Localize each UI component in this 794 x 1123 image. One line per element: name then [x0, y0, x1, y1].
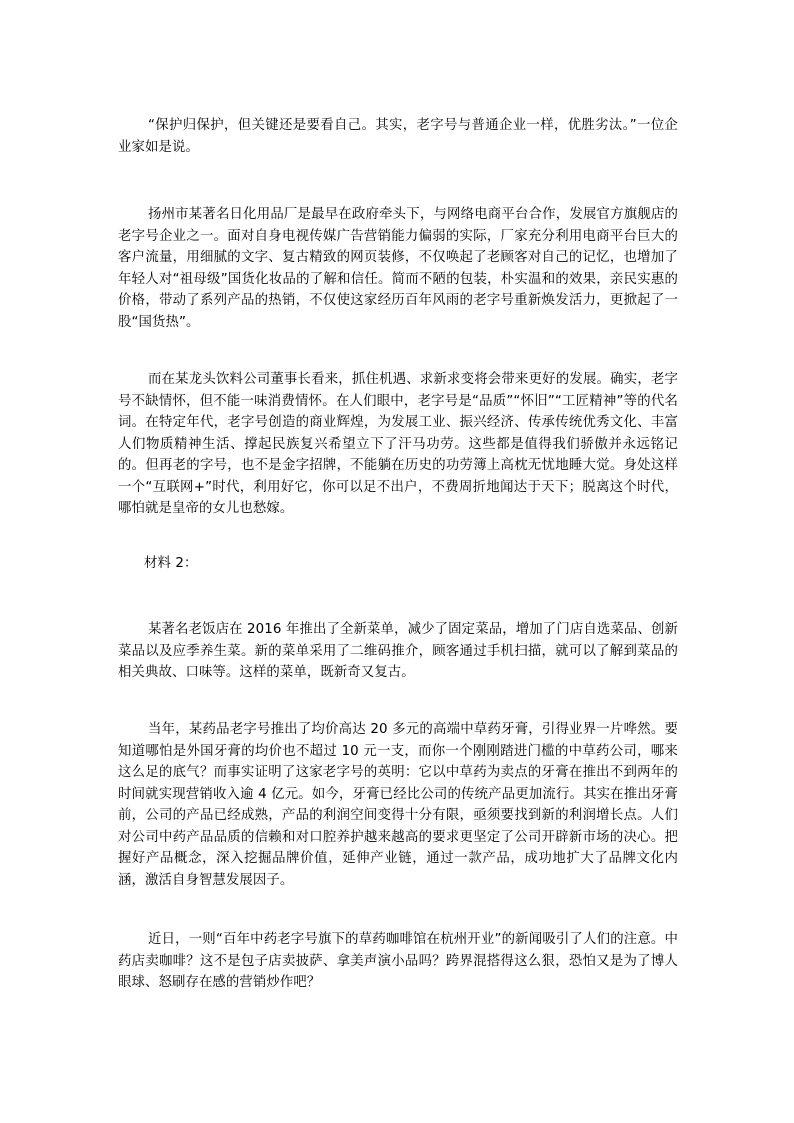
material-2-heading: 材料 2： — [144, 556, 198, 571]
paragraph-beverage-chairman: 而在某龙头饮料公司董事长看来，抓住机遇、求新求变将会带来更好的发展。确实，老字号不缺情怀，但不能一味消费情怀。在人们眼中，老字号是“品质”“怀旧”“工匠精神”等的代名词。在特定年代，老字号创造的商业辉煌，为发展工业、振兴经济、传承传统优秀文化、丰富人们物质精神生活、撑起民族复兴希望立下了汗马功劳。这些都是值得我们骄傲并永远铭记的。但再老的字号，也不是金字招牌，不能躺在历史的功劳簿上高枕无忧地睡大觉。身处这样一个“互联网+”时代，利用好它，你可以足不出户，不费周折地闻达于天下；脱离这个时代，哪怕就是皇帝的女儿也愁嫁。 — [118, 372, 678, 516]
paragraph-herbal-coffee: 近日，一则“百年中药老字号旗下的草药咖啡馆在杭州开业”的新闻吸引了人们的注意。中药店卖咖啡？这不是包子店卖披萨、拿美声演小品吗？跨界混搭得这么狠，恐怕又是为了博人眼球、怒刷存在感的营销炒作吧？ — [118, 932, 678, 990]
paragraph-herbal-toothpaste: 当年，某药品老字号推出了均价高达 20 多元的高端中草药牙膏，引得业界一片哗然。要知道哪怕是外国牙膏的均价也不超过 10 元一支，而你一个刚刚踏进门槛的中草药公司，哪来这么足的底气？而事实证明了这家老字号的英明：它以中草药为卖点的牙膏在推出不到两年的时间就实现营销收入逾 4 亿元。如今，牙膏已经比公司的传统产品更加流行。其实在推出牙膏前，公司的产品已经成熟，产品的利润空间变得十分有限，亟须要找到新的利润增长点。人们对公司中药产品品质的信赖和对口腔养护越来越高的要求更坚定了公司开辟新市场的决心。把握好产品概念，深入挖掘品牌价值，延伸产业链，通过一款产品，成功地扩大了品牌文化内涵，激活自身智慧发展因子。 — [118, 722, 678, 888]
paragraph-entrepreneur-quote: “保护归保护，但关键还是要看自己。其实，老字号与普通企业一样，优胜劣汰。”一位企业家如是说。 — [118, 118, 678, 155]
paragraph-restaurant-menu: 某著名老饭店在 2016 年推出了全新菜单，减少了固定菜品，增加了门店自选菜品、创新菜品以及应季养生菜。新的菜单采用了二维码推介，顾客通过手机扫描，就可以了解到菜品的相关典故、口味等。这样的菜单，既新奇又复古。 — [118, 622, 678, 680]
paragraph-yangzhou-cosmetics: 扬州市某著名日化用品厂是最早在政府牵头下，与网络电商平台合作，发展官方旗舰店的老字号企业之一。面对自身电视传媒广告营销能力偏弱的实际，厂家充分利用电商平台巨大的客户流量，用细腻的文字、复古精致的网页装修，不仅唤起了老顾客对自己的记忆，也增加了年轻人对“祖母级”国货化妆品的了解和信任。简而不陋的包装，朴实温和的效果，亲民实惠的价格，带动了系列产品的热销，不仅使这家经历百年风雨的老字号重新焕发活力，更掀起了一股“国货热”。 — [118, 207, 678, 330]
